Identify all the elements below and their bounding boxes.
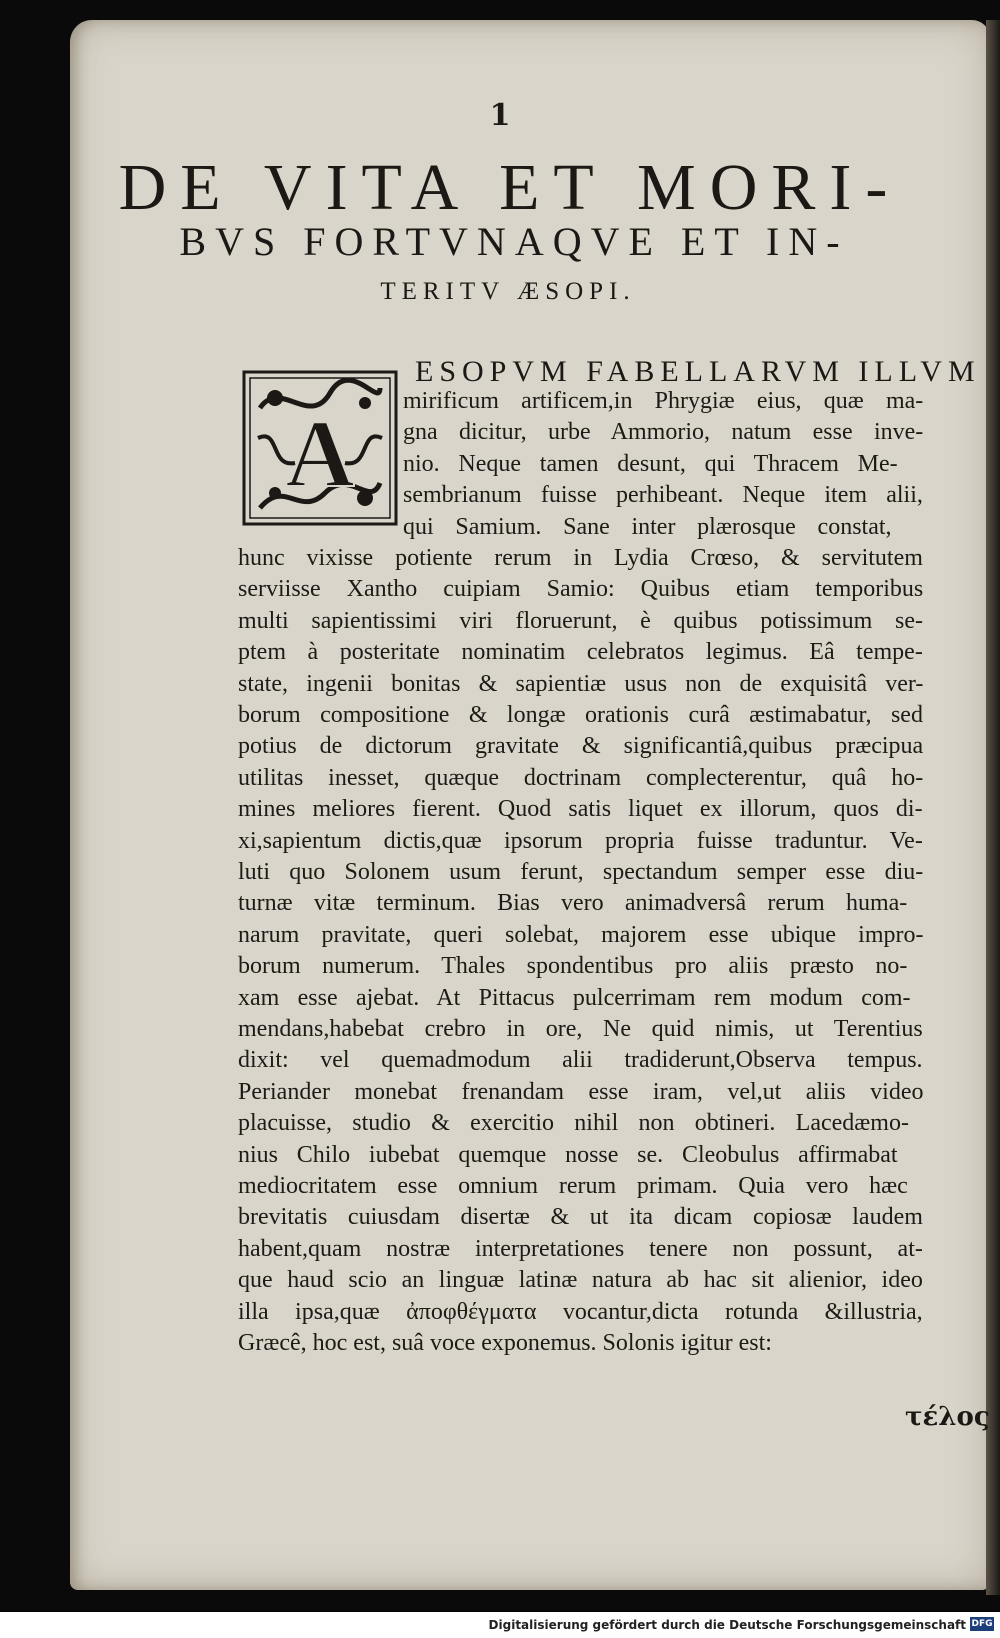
initial-letter: A — [285, 400, 355, 507]
body-line: que haud scio an linguæ latinæ natura ab hac sit alienior, ideo — [238, 1267, 923, 1294]
body-line: serviisse Xantho cuipiam Samio: Quibus etiam temporibus — [238, 576, 924, 603]
body-line: Græcê, hoc est, suâ voce exponemus. Solonis igitur est: — [238, 1330, 772, 1356]
body-line: dixit: vel quemadmodum alii tradiderunt,Observa tempus. — [238, 1047, 923, 1074]
body-line: nio. Neque tamen desunt, qui Thracem Me- — [403, 450, 898, 477]
body-line: mines meliores fierent. Quod satis liquet ex illorum, quos di- — [238, 796, 923, 823]
body-line: narum pravitate, queri solebat, majorem esse ubique impro- — [238, 921, 924, 948]
body-line: borum numerum. Thales spondentibus pro aliis præsto no- — [238, 953, 908, 980]
body-line: xi,sapientum dictis,quæ ipsorum propria fuisse traduntur. Ve- — [238, 827, 923, 854]
body-line: Periander monebat frenandam esse iram, vel,ut aliis video — [238, 1078, 924, 1105]
body-line: sembrianum fuisse perhibeant. Neque item alii, — [403, 482, 923, 509]
decorated-initial-icon — [240, 368, 400, 528]
body-line: state, ingenii bonitas & sapientiæ usus non de exquisitâ ver- — [238, 670, 924, 697]
body-line: qui Samium. Sane inter plærosque constat, — [403, 513, 892, 540]
body-line: nius Chilo iubebat quemque nosse se. Cleobulus affirmabat — [238, 1141, 898, 1168]
body-line: turnæ vitæ terminum. Bias vero animadversâ rerum huma- — [238, 890, 908, 917]
title-line-2: BVS FORTVNAQVE ET IN- — [179, 219, 849, 264]
body-line: utilitas inesset, quæque doctrinam complecterentur, quâ ho- — [238, 764, 924, 791]
body-line: brevitatis cuiusdam disertæ & ut ita dicam copiosæ laudem — [238, 1204, 923, 1231]
ornament-initial-graphic — [240, 368, 400, 528]
body-line: hunc vixisse potiente rerum in Lydia Crœso, & servitutem — [238, 545, 923, 571]
body-line: mediocritatem esse omnium rerum primam. Quia vero hæc — [238, 1173, 908, 1199]
body-line: mirificum artificem,in Phrygiæ eius, quæ ma- — [403, 388, 924, 414]
body-line: multi sapientissimi viri floruerunt, è quibus potissimum se- — [238, 607, 923, 634]
body-first-line: ESOPVM FABELLARVM ILLVM — [415, 355, 981, 388]
body-line: luti quo Solonem usum ferunt, spectandum semper esse diu- — [238, 859, 924, 885]
body-line: xam esse ajebat. At Pittacus pulcerrimam rem modum com- — [238, 984, 911, 1011]
catchword: τέλος — [905, 1402, 990, 1432]
dfg-logo: DFG — [971, 1619, 993, 1629]
body-line: habent,quam nostræ interpretationes tenere non possunt, at- — [238, 1235, 923, 1262]
body-line: placuisse, studio & exercitio nihil non obtineri. Lacedæmo- — [238, 1110, 909, 1137]
footer-credit: Digitalisierung gefördert durch die Deutsche Forschungsgemeinschaft — [488, 1618, 966, 1632]
page-number: 1 — [489, 98, 511, 133]
title-line-3: TERITV ÆSOPI. — [380, 278, 636, 305]
body-line: mendans,habebat crebro in ore, Ne quid nimis, ut Terentius — [238, 1016, 923, 1042]
body-line: gna dicitur, urbe Ammorio, natum esse inve- — [403, 419, 924, 446]
body-line: ptem à posteritate nominatim celebratos legimus. Eâ tempe- — [238, 639, 923, 666]
title-line-1: DE VITA ET MORI- — [118, 151, 902, 224]
body-line: potius de dictorum gravitate & significantiâ,quibus præcipua — [238, 733, 924, 760]
body-line: borum compositione & longæ orationis curâ æstimabatur, sed — [238, 702, 923, 728]
body-line: illa ipsa,quæ ἀποφθέγματα vocantur,dicta rotunda &illustria, — [238, 1298, 923, 1325]
